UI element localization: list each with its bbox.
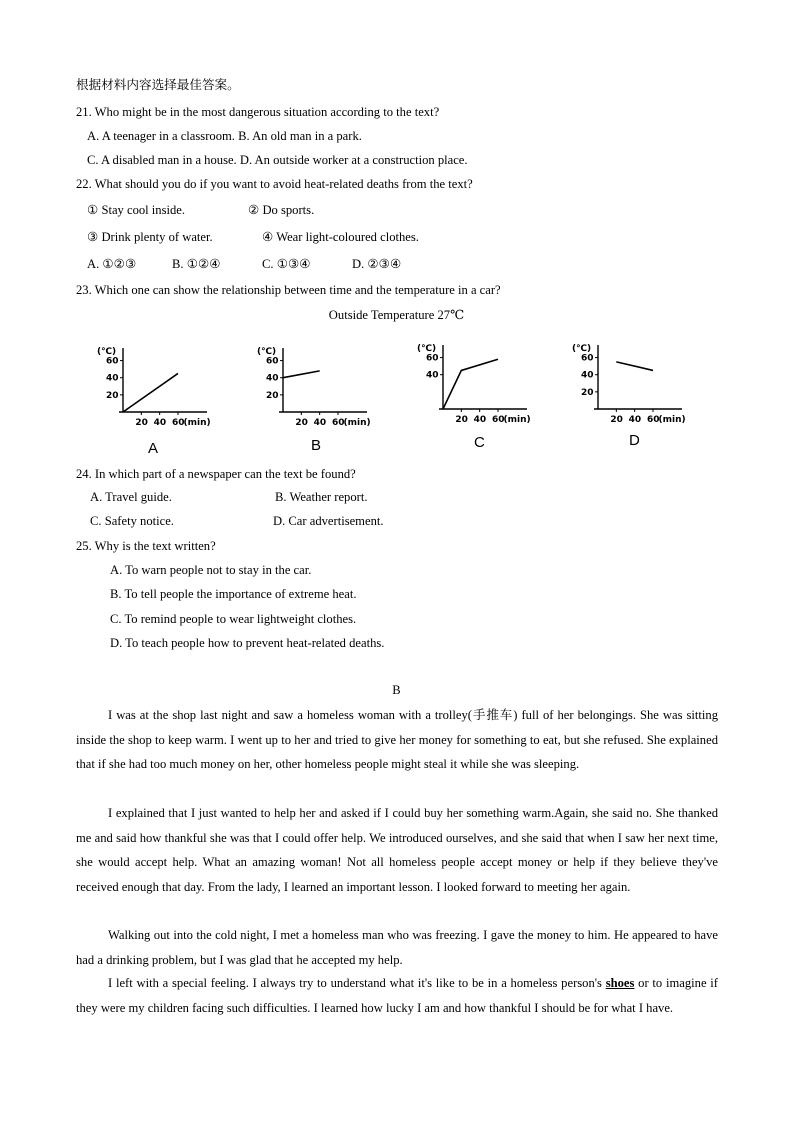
y-axis-label: (℃) (257, 347, 277, 357)
q22-statement-1: ① Stay cool inside. (87, 203, 186, 217)
underlined-word-shoes: shoes (605, 976, 635, 990)
x-tick-label: 20 (610, 415, 623, 425)
x-tick-label: 20 (295, 418, 308, 428)
graph-b (255, 340, 385, 430)
temperature-line (443, 359, 498, 409)
y-tick-label: 40 (426, 370, 439, 381)
y-tick-label: 60 (581, 353, 594, 364)
q22-option-d: D. ②③④ (352, 257, 402, 271)
temperature-line (283, 371, 320, 378)
y-tick-label: 60 (266, 356, 279, 367)
q23-caption: Outside Temperature 27℃ (328, 308, 465, 322)
x-tick-label: 60 (647, 415, 660, 425)
q22-stem: 22. What should you do if you want to avoid heat-related deaths from the text? (76, 177, 473, 191)
x-tick-label: 60 (332, 418, 345, 428)
y-tick-label: 40 (106, 373, 119, 384)
y-tick-label: 20 (266, 390, 279, 401)
y-axis-label: (℃) (572, 344, 592, 354)
q22-option-a: A. ①②③ (87, 257, 137, 271)
y-axis-label: (℃) (97, 347, 117, 357)
q25-option-c: C. To remind people to wear lightweight clothes. (110, 612, 357, 626)
q21-stem: 21. Who might be in the most dangerous situation according to the text? (76, 105, 440, 119)
y-tick-label: 20 (106, 390, 119, 401)
x-axis-label: (min) (183, 418, 211, 428)
q24-option-c: C. Safety notice. (90, 514, 174, 528)
section-b-heading: B (392, 683, 401, 697)
q21-options-line1: A. A teenager in a classroom. B. An old man in a park. (87, 129, 362, 143)
y-tick-label: 40 (266, 373, 279, 384)
q22-statement-3: ③ Drink plenty of water. (87, 230, 213, 244)
q24-option-d: D. Car advertisement. (273, 514, 384, 528)
q25-option-b: B. To tell people the importance of extreme heat. (110, 587, 357, 601)
paragraph-4-text-start: I left with a special feeling. I always try to understand what it's like to be in a homeless person's (108, 976, 606, 990)
x-tick-label: 60 (172, 418, 185, 428)
x-axis-label: (min) (503, 415, 531, 425)
instruction: 根据材料内容选择最佳答案。 (76, 78, 240, 92)
graph-a (95, 340, 225, 430)
passage-paragraph-4 (76, 971, 718, 1020)
y-axis-label: (℃) (417, 344, 437, 354)
q25-stem: 25. Why is the text written? (76, 539, 216, 553)
graph-d-label: D (629, 432, 640, 449)
passage-paragraph-3: Walking out into the cold night, I met a homeless man who was freezing. I gave the money to him. He appeared to have had a drinking problem, but I was glad that he accepted my help. (76, 928, 718, 967)
q25-option-a: A. To warn people not to stay in the car. (110, 563, 312, 577)
graph-c-label: C (474, 434, 485, 451)
y-tick-label: 60 (426, 353, 439, 364)
q22-statement-4: ④ Wear light-coloured clothes. (262, 230, 419, 244)
x-tick-label: 20 (455, 415, 468, 425)
passage-paragraph-1: I was at the shop last night and saw a homeless woman with a trolley(手推车) full of her belongings. She was sitting inside the shop to keep warm. I went up to her and tried to give her money for something to eat, but she refused. She explained that if she had too much money on her, other homeless people might steal it while she was sleeping. (76, 708, 718, 771)
y-tick-label: 40 (581, 370, 594, 381)
paragraph-4-text-end: or to imagine if they were my children facing such difficulties. I learned how lucky I am and how thankful I should be for what I have. (76, 976, 718, 1015)
y-tick-label: 60 (106, 356, 119, 367)
x-tick-label: 40 (628, 415, 642, 425)
x-tick-label: 60 (492, 415, 505, 425)
x-tick-label: 40 (473, 415, 487, 425)
temperature-line (616, 362, 653, 371)
graph-d (570, 337, 700, 427)
q21-options-line2: C. A disabled man in a house. D. An outside worker at a construction place. (87, 153, 468, 167)
graph-c (415, 337, 545, 427)
x-tick-label: 20 (135, 418, 148, 428)
q23-stem: 23. Which one can show the relationship between time and the temperature in a car? (76, 283, 501, 297)
q24-stem: 24. In which part of a newspaper can the text be found? (76, 467, 356, 481)
q24-option-b: B. Weather report. (275, 490, 368, 504)
passage-paragraph-2: I explained that I just wanted to help her and asked if I could buy her something warm.Again, she said no. She thanked me and said how thankful she was that I could offer help. We introduced ourselves, and she said that when I saw her next time, she would accept help. What an amazing woman! Not all homeless people accept money or help if they believe they've received enough that day. From the lady, I learned an important lesson. I looked forward to meeting her again. (76, 806, 718, 894)
graph-a-label: A (148, 440, 159, 457)
x-tick-label: 40 (153, 418, 167, 428)
y-tick-label: 20 (581, 387, 594, 398)
q22-option-c: C. ①③④ (262, 257, 311, 271)
q22-statement-2: ② Do sports. (248, 203, 315, 217)
q24-option-a: A. Travel guide. (90, 490, 172, 504)
graph-b-label: B (311, 437, 322, 454)
q25-option-d: D. To teach people how to prevent heat-related deaths. (110, 636, 385, 650)
temperature-line (123, 373, 178, 412)
x-axis-label: (min) (658, 415, 686, 425)
x-axis-label: (min) (343, 418, 371, 428)
q22-option-b: B. ①②④ (172, 257, 221, 271)
x-tick-label: 40 (313, 418, 327, 428)
